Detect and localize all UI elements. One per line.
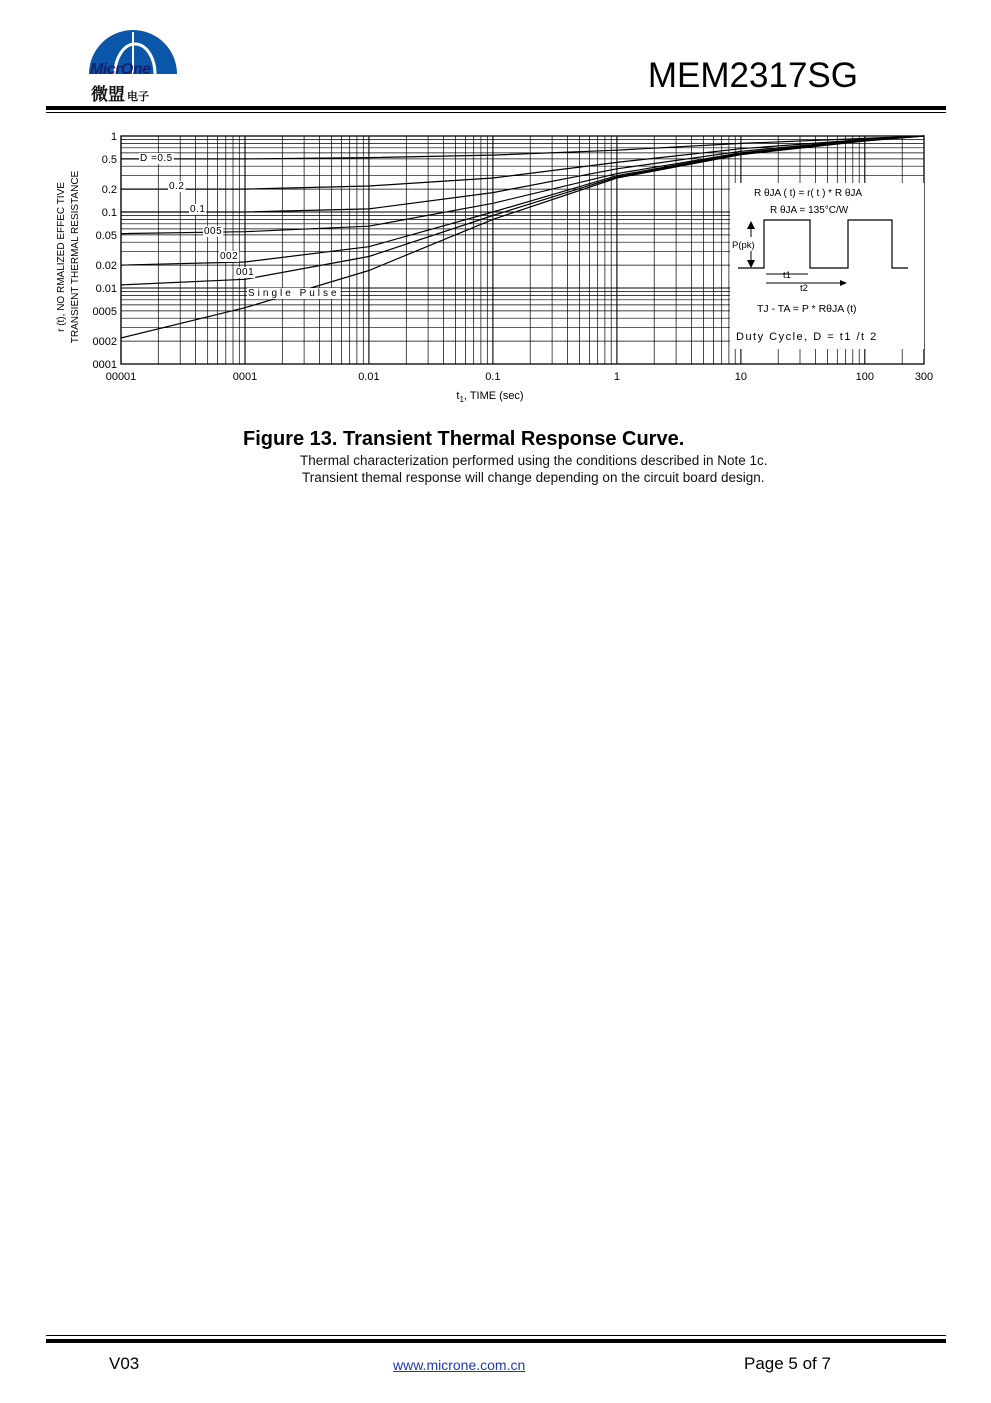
footer-rule-thick	[46, 1339, 946, 1343]
header-rule-thin	[46, 112, 946, 113]
x-tick-label: 00001	[105, 371, 137, 383]
company-logo	[85, 24, 185, 104]
series-label-5: 001	[236, 267, 255, 278]
y-tick-label: 0.2	[101, 184, 117, 197]
footer-version: V03	[109, 1354, 140, 1373]
y-axis-label-line2: TRANSIENT THERMAL RESISTANCE	[70, 170, 81, 344]
x-tick-label: 0001	[232, 371, 258, 383]
figure-note-2: Transient themal response will change depending on the circuit board design.	[302, 470, 765, 485]
transient-thermal-chart	[50, 125, 950, 410]
document-title: MEM2317SG	[647, 56, 858, 95]
figure-title: Figure 13. Transient Thermal Response Curve.	[243, 428, 685, 450]
footer-page-number: Page 5 of 7	[744, 1354, 831, 1373]
y-tick-label: 0002	[92, 336, 117, 349]
x-tick-label: 1	[613, 371, 620, 383]
series-label-3: 005	[204, 226, 223, 237]
annotation-t1: t1	[783, 270, 791, 281]
footer-rule-thin	[46, 1335, 946, 1336]
logo-chinese	[91, 80, 149, 105]
series-label-2: 0.1	[190, 204, 206, 215]
y-tick-label: 0.1	[101, 207, 117, 219]
y-tick-label: 0.05	[95, 229, 117, 242]
x-tick-label: 0.01	[358, 371, 380, 383]
y-tick-label: 0005	[92, 305, 117, 318]
logo-cn-small: 电子	[127, 90, 149, 103]
footer-website-link[interactable]: www.microne.com.cn	[393, 1357, 526, 1373]
x-tick-label: 100	[855, 371, 874, 383]
x-tick-label: 0.1	[485, 371, 501, 383]
figure-note-1: Thermal characterization performed using the conditions described in Note 1c.	[300, 453, 768, 468]
y-tick-label: 0001	[92, 359, 117, 371]
series-label-6: Single Pulse	[248, 288, 340, 299]
series-label-1: 0.2	[169, 181, 185, 192]
header-rule-thick	[46, 106, 946, 110]
logo-cn-main: 微盟	[91, 85, 125, 105]
y-axis-label-line1: r (t), NO RMALIZED EFFEC TIVE	[56, 182, 67, 332]
annotation-power-label: P(pk)	[732, 240, 755, 251]
y-tick-label: 0.02	[95, 260, 117, 273]
series-line-1	[121, 136, 924, 189]
y-tick-label: 1	[110, 131, 117, 143]
annotation-formula-1: R θJA ( t) = r( t ) * R θJA	[754, 188, 863, 199]
annotation-t2: t2	[800, 283, 808, 294]
y-tick-label: 0.5	[101, 153, 117, 166]
logo-text: MicrOne	[90, 61, 151, 78]
annotation-formula-2: R θJA = 135°C/W	[770, 205, 849, 216]
series-label-0: D =0.5	[140, 153, 173, 164]
x-axis-label: $t_1$, TIME (sec)	[456, 390, 524, 404]
x-tick-label: 10	[734, 371, 748, 383]
annotation-duty-cycle: Duty Cycle, D = t1 /t 2	[736, 331, 878, 343]
y-tick-label: 0.01	[95, 283, 117, 295]
x-tick-label: 300	[914, 371, 934, 383]
series-label-4: 002	[220, 251, 239, 262]
annotation-formula-3: TJ - TA = P * RθJA (t)	[757, 303, 857, 315]
